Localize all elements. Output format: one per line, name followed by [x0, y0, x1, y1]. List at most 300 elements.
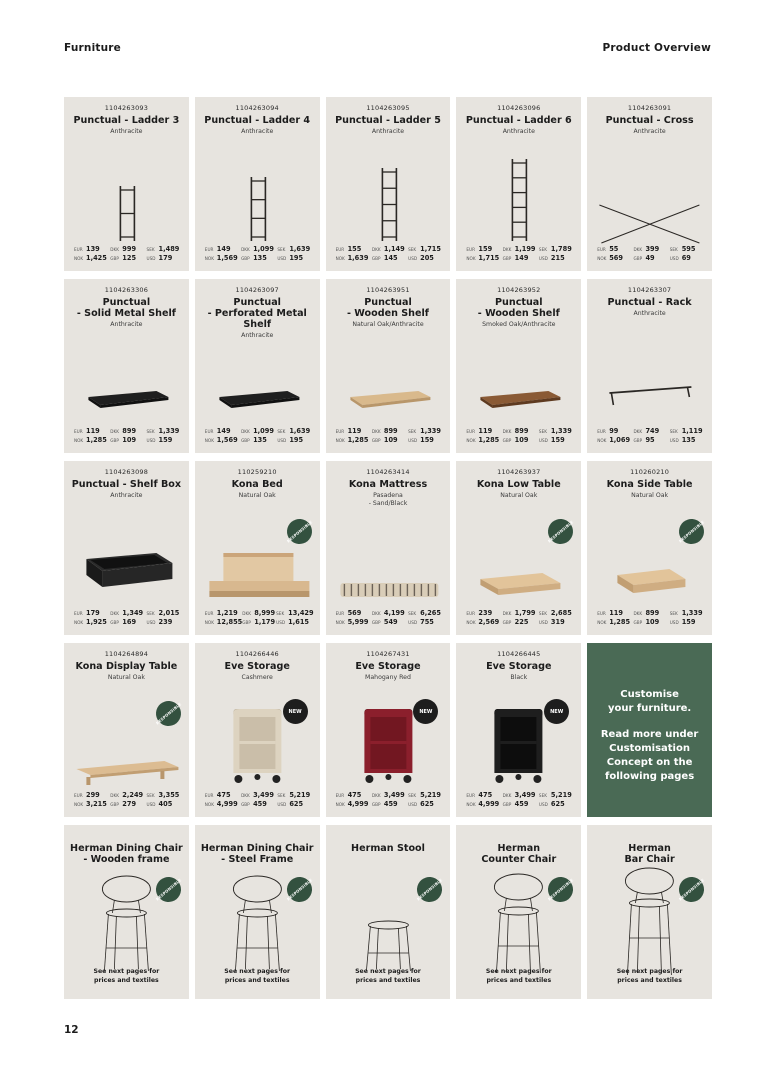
price-value: 159 — [478, 245, 493, 253]
price-value: 2,569 — [478, 618, 500, 626]
product-variant: Cashmere — [241, 674, 273, 681]
price-entry — [372, 618, 408, 626]
price-value: 1,069 — [609, 436, 631, 444]
product-name: Kona Display Table — [75, 661, 178, 672]
price-entry — [408, 427, 444, 435]
currency-code: DKK — [241, 247, 250, 252]
price-value: 3,499 — [514, 791, 536, 799]
price-entry — [408, 791, 444, 799]
price-list — [74, 609, 183, 626]
note-line: prices and textiles — [224, 976, 290, 984]
currency-code: USD — [669, 620, 679, 625]
price-entry — [597, 245, 633, 253]
product-code: 1104267431 — [366, 650, 410, 658]
see-next-pages-note — [330, 968, 447, 985]
price-entry — [147, 791, 183, 799]
product-card — [326, 97, 451, 271]
price-value: 159 — [681, 618, 696, 626]
currency-code: NOK — [74, 256, 84, 261]
price-value: 1,799 — [514, 609, 536, 617]
product-image — [64, 149, 189, 245]
price-entry — [110, 436, 146, 444]
product-image — [195, 331, 320, 427]
price-value: 1,339 — [420, 427, 441, 435]
product-image — [64, 331, 189, 427]
price-value: 1,639 — [289, 245, 311, 253]
currency-code: DKK — [242, 611, 251, 616]
product-name: Herman Bar Chair — [624, 843, 675, 865]
product-variant: Smoked Oak/Anthracite — [482, 321, 556, 328]
responsible-badge: RESPONSIBLE — [674, 514, 709, 549]
note-line: prices and textiles — [486, 976, 552, 984]
currency-code: SEK — [408, 793, 417, 798]
price-entry — [74, 800, 110, 808]
product-code: 1104263307 — [627, 286, 672, 294]
promo-line3: Read more under — [600, 729, 699, 740]
price-entry — [205, 609, 242, 617]
product-name: Punctual - Ladder 6 — [465, 115, 572, 126]
currency-code: NOK — [597, 256, 607, 261]
price-entry — [670, 245, 706, 253]
price-value: 125 — [122, 254, 137, 262]
price-value: 179 — [158, 254, 173, 262]
currency-code: GBP — [633, 438, 643, 443]
price-value: 755 — [420, 618, 434, 626]
currency-code: USD — [277, 802, 287, 807]
price-entry — [147, 427, 183, 435]
price-entry — [372, 245, 408, 253]
price-value: 195 — [289, 436, 304, 444]
currency-code: EUR — [335, 247, 345, 252]
product-card — [587, 825, 712, 999]
price-entry — [539, 254, 575, 262]
currency-code: EUR — [335, 611, 345, 616]
new-badge: NEW — [544, 699, 569, 724]
product-card — [64, 825, 189, 999]
price-value: 159 — [550, 436, 565, 444]
currency-code: EUR — [466, 611, 476, 616]
note-line: prices and textiles — [355, 976, 421, 984]
price-value: 569 — [609, 254, 623, 262]
price-entry — [147, 800, 183, 808]
price-value: 5,219 — [550, 791, 572, 799]
price-value: 8,999 — [254, 609, 276, 617]
price-value: 169 — [122, 618, 137, 626]
product-code: 1104263952 — [497, 286, 541, 294]
price-entry — [503, 427, 539, 435]
product-name: Kona Low Table — [476, 479, 561, 490]
price-value: 6,265 — [420, 609, 441, 617]
product-variant: Anthracite — [241, 128, 274, 135]
price-list — [336, 427, 445, 444]
currency-code: SEK — [669, 247, 678, 252]
price-entry — [408, 800, 444, 808]
price-value: 4,999 — [478, 800, 500, 808]
price-entry — [241, 436, 277, 444]
price-value: 749 — [645, 427, 660, 435]
currency-code: SEK — [408, 429, 417, 434]
product-code: 1104263094 — [235, 104, 279, 112]
currency-code: GBP — [502, 620, 512, 625]
price-list — [205, 609, 314, 626]
price-entry — [242, 609, 276, 617]
price-entry — [336, 245, 372, 253]
page-number: 12 — [64, 1024, 79, 1036]
price-value: 399 — [645, 245, 660, 253]
price-value: 155 — [347, 245, 362, 253]
price-entry — [466, 618, 502, 626]
currency-code: EUR — [335, 793, 345, 798]
currency-code: SEK — [408, 611, 417, 616]
currency-code: USD — [408, 620, 418, 625]
price-entry — [110, 618, 146, 626]
price-list — [336, 609, 445, 626]
price-value: 595 — [681, 245, 696, 253]
product-variant: Anthracite — [110, 492, 143, 499]
price-entry — [276, 618, 313, 626]
price-entry — [205, 254, 241, 262]
product-variant: Mahogany Red — [365, 674, 411, 681]
currency-code: GBP — [110, 620, 119, 625]
promo-line5: Concept on the — [606, 757, 693, 768]
currency-code: SEK — [669, 429, 678, 434]
currency-code: EUR — [74, 793, 83, 798]
currency-code: GBP — [371, 802, 381, 807]
note-line: See next pages for — [616, 968, 683, 975]
price-entry — [110, 800, 146, 808]
price-value: 119 — [609, 609, 623, 617]
product-name: Punctual - Rack — [607, 297, 692, 308]
price-entry — [372, 609, 408, 617]
price-value: 109 — [383, 436, 398, 444]
responsible-badge: RESPONSIBLE — [151, 696, 186, 731]
price-value: 119 — [478, 427, 493, 435]
product-image — [326, 149, 451, 245]
price-entry — [277, 427, 313, 435]
see-next-pages-note — [199, 968, 316, 985]
price-value: 1,149 — [383, 245, 405, 253]
product-variant: Anthracite — [633, 310, 666, 317]
promo-line2: your furniture. — [607, 703, 692, 714]
note-line: See next pages for — [224, 968, 291, 975]
price-value: 899 — [122, 427, 137, 435]
responsible-badge: RESPONSIBLE — [543, 872, 578, 907]
price-entry — [110, 791, 146, 799]
price-value: 4,999 — [347, 800, 369, 808]
product-card — [456, 97, 581, 271]
promo-line1: Customise — [620, 689, 679, 700]
price-entry — [372, 254, 408, 262]
currency-code: SEK — [146, 793, 155, 798]
price-value: 55 — [609, 245, 619, 253]
price-value: 1,285 — [478, 436, 500, 444]
price-entry — [241, 254, 277, 262]
currency-code: GBP — [110, 438, 119, 443]
price-list — [597, 245, 706, 262]
price-entry — [110, 609, 146, 617]
price-value: 4,199 — [383, 609, 405, 617]
product-variant: Anthracite — [371, 128, 405, 135]
price-entry — [633, 427, 669, 435]
price-value: 1,715 — [420, 245, 441, 253]
price-entry — [372, 427, 408, 435]
currency-code: USD — [538, 256, 548, 261]
price-list — [597, 427, 706, 444]
currency-code: GBP — [633, 620, 643, 625]
price-value: 899 — [645, 609, 660, 617]
currency-code: SEK — [538, 793, 547, 798]
price-entry — [147, 618, 183, 626]
price-entry — [503, 254, 539, 262]
product-name: Punctual - Ladder 3 — [73, 115, 180, 126]
responsible-badge: RESPONSIBLE — [412, 872, 447, 907]
currency-code: NOK — [335, 620, 345, 625]
see-next-pages-note — [591, 968, 708, 985]
price-entry — [503, 618, 539, 626]
price-entry — [539, 609, 575, 617]
product-variant: Anthracite — [633, 128, 666, 135]
price-value: 1,925 — [86, 618, 107, 626]
currency-code: NOK — [335, 802, 345, 807]
product-name: Punctual - Shelf Box — [71, 479, 182, 490]
product-card — [195, 97, 320, 271]
price-entry — [110, 254, 146, 262]
price-value: 5,999 — [347, 618, 369, 626]
product-image — [64, 513, 189, 609]
price-entry — [633, 618, 669, 626]
price-value: 3,355 — [158, 791, 180, 799]
price-entry — [205, 618, 242, 626]
price-value: 1,099 — [253, 245, 274, 253]
currency-code: SEK — [146, 247, 155, 252]
responsible-badge: RESPONSIBLE — [543, 514, 578, 549]
price-entry — [466, 436, 502, 444]
price-entry — [147, 609, 183, 617]
product-variant: Anthracite — [110, 321, 143, 328]
price-value: 5,219 — [420, 791, 441, 799]
product-image — [326, 513, 451, 609]
price-entry — [74, 245, 110, 253]
price-value: 1,219 — [216, 609, 238, 617]
price-list — [74, 427, 183, 444]
product-image — [587, 331, 712, 427]
currency-code: DKK — [371, 247, 381, 252]
price-entry — [277, 245, 313, 253]
currency-code: USD — [146, 256, 156, 261]
price-entry — [336, 254, 372, 262]
price-value: 2,249 — [122, 791, 144, 799]
product-name: Herman Dining Chair - Steel Frame — [200, 843, 314, 865]
currency-code: GBP — [371, 438, 381, 443]
product-variant: Natural Oak — [238, 492, 276, 499]
product-name: Punctual - Ladder 5 — [335, 115, 441, 126]
currency-code: SEK — [277, 793, 286, 798]
price-value: 1,489 — [158, 245, 180, 253]
price-entry — [466, 427, 502, 435]
price-value: 549 — [383, 618, 398, 626]
product-variant: Natural Oak — [107, 674, 145, 681]
price-value: 625 — [289, 800, 304, 808]
product-image — [456, 149, 581, 245]
currency-code: EUR — [466, 429, 476, 434]
product-code: 1104263091 — [627, 104, 672, 112]
price-entry — [539, 618, 575, 626]
price-value: 49 — [645, 254, 655, 262]
price-entry — [670, 609, 706, 617]
price-value: 1,615 — [288, 618, 309, 626]
currency-code: SEK — [538, 611, 547, 616]
currency-code: EUR — [597, 429, 606, 434]
price-value: 405 — [158, 800, 173, 808]
product-card — [195, 461, 320, 635]
price-list — [466, 791, 575, 808]
currency-code: DKK — [110, 429, 119, 434]
product-card — [64, 279, 189, 453]
price-list — [466, 245, 575, 262]
currency-code: DKK — [633, 611, 643, 616]
promo-line4: Customisation — [609, 743, 690, 754]
price-entry — [503, 609, 539, 617]
currency-code: USD — [669, 438, 679, 443]
currency-code: GBP — [242, 620, 251, 625]
price-value: 149 — [216, 427, 231, 435]
price-value: 899 — [514, 427, 529, 435]
note-line: prices and textiles — [94, 976, 159, 984]
customisation-promo — [587, 643, 712, 817]
price-value: 205 — [420, 254, 434, 262]
currency-code: SEK — [146, 429, 155, 434]
currency-code: GBP — [502, 256, 512, 261]
price-entry — [205, 245, 241, 253]
price-value: 2,015 — [158, 609, 180, 617]
price-entry — [539, 436, 575, 444]
price-value: 195 — [289, 254, 304, 262]
currency-code: EUR — [204, 611, 214, 616]
currency-code: DKK — [241, 793, 250, 798]
price-value: 5,219 — [289, 791, 311, 799]
currency-code: EUR — [74, 429, 83, 434]
price-value: 159 — [420, 436, 434, 444]
responsible-badge: RESPONSIBLE — [151, 872, 186, 907]
currency-code: NOK — [204, 620, 214, 625]
currency-code: GBP — [241, 256, 250, 261]
price-value: 459 — [383, 800, 398, 808]
price-value: 99 — [609, 427, 619, 435]
product-image — [195, 149, 320, 245]
header-section-title: Furniture — [64, 42, 121, 54]
price-value: 149 — [216, 245, 231, 253]
product-code: 1104263096 — [497, 104, 541, 112]
currency-code: NOK — [466, 256, 476, 261]
price-entry — [466, 254, 502, 262]
price-entry — [597, 609, 633, 617]
currency-code: EUR — [466, 793, 476, 798]
currency-code: USD — [146, 802, 156, 807]
price-value: 12,855 — [216, 618, 243, 626]
price-entry — [241, 245, 277, 253]
currency-code: USD — [146, 620, 156, 625]
currency-code: DKK — [371, 611, 381, 616]
price-value: 1,569 — [216, 254, 238, 262]
currency-code: SEK — [669, 611, 678, 616]
product-card — [195, 279, 320, 453]
note-line: prices and textiles — [617, 976, 682, 984]
product-image — [326, 331, 451, 427]
price-value: 69 — [681, 254, 691, 262]
new-badge: NEW — [283, 699, 308, 724]
price-value: 139 — [86, 245, 100, 253]
price-entry — [336, 436, 372, 444]
product-card — [456, 825, 581, 999]
price-value: 899 — [383, 427, 398, 435]
currency-code: DKK — [241, 429, 250, 434]
product-variant: Pasadena - Sand/Black — [368, 492, 408, 507]
currency-code: USD — [538, 802, 548, 807]
product-variant: Black — [510, 674, 528, 681]
price-value: 319 — [550, 618, 565, 626]
currency-code: SEK — [277, 429, 286, 434]
price-entry — [408, 618, 444, 626]
price-entry — [74, 618, 110, 626]
price-value: 299 — [86, 791, 100, 799]
currency-code: DKK — [502, 429, 512, 434]
product-card — [64, 461, 189, 635]
price-entry — [110, 427, 146, 435]
note-line: See next pages for — [485, 968, 552, 975]
currency-code: SEK — [277, 247, 286, 252]
price-value: 1,199 — [514, 245, 536, 253]
currency-code: EUR — [335, 429, 345, 434]
price-list — [336, 791, 445, 808]
product-image — [456, 331, 581, 427]
product-card — [195, 643, 320, 817]
product-code: 1104263093 — [104, 104, 149, 112]
currency-code: GBP — [502, 802, 512, 807]
product-variant: Natural Oak — [631, 492, 669, 499]
price-entry — [597, 618, 633, 626]
price-list — [205, 791, 314, 808]
currency-code: USD — [408, 256, 418, 261]
currency-code: SEK — [276, 611, 285, 616]
price-value: 1,099 — [253, 427, 274, 435]
price-entry — [408, 609, 444, 617]
responsible-badge: RESPONSIBLE — [674, 872, 709, 907]
price-entry — [74, 609, 110, 617]
product-code: 1104263937 — [497, 468, 541, 476]
currency-code: USD — [538, 438, 548, 443]
price-value: 135 — [253, 254, 267, 262]
currency-code: USD — [408, 438, 418, 443]
price-value: 145 — [383, 254, 398, 262]
price-entry — [503, 436, 539, 444]
product-card — [587, 279, 712, 453]
price-entry — [597, 427, 633, 435]
price-value: 1,339 — [158, 427, 180, 435]
price-value: 119 — [347, 427, 362, 435]
price-value: 625 — [550, 800, 565, 808]
price-value: 1,119 — [681, 427, 703, 435]
currency-code: DKK — [502, 247, 512, 252]
responsible-badge: RESPONSIBLE — [281, 872, 316, 907]
currency-code: GBP — [241, 802, 250, 807]
price-list — [466, 427, 575, 444]
product-code: 1104263098 — [104, 468, 149, 476]
price-value: 239 — [478, 609, 493, 617]
price-entry — [466, 245, 502, 253]
currency-code: DKK — [633, 247, 643, 252]
product-code: 1104263951 — [366, 286, 410, 294]
price-value: 109 — [514, 436, 529, 444]
